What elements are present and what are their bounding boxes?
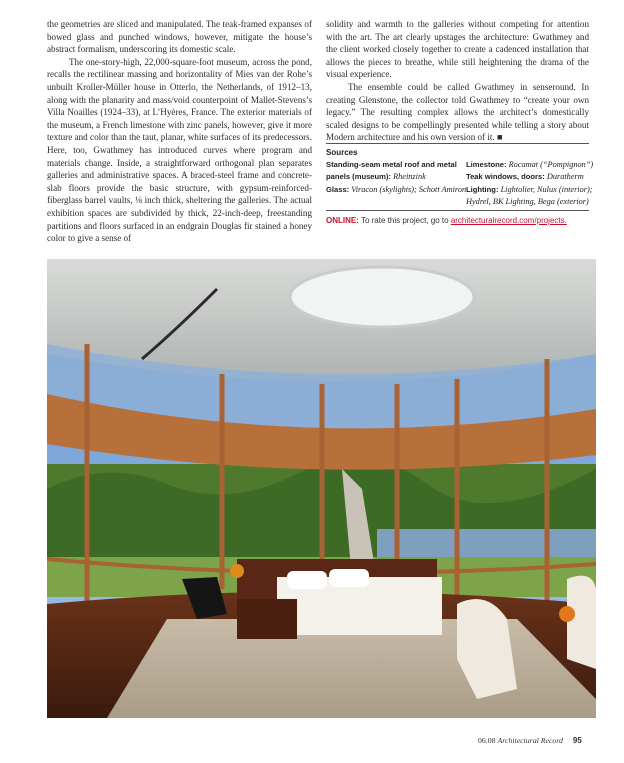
page-footer	[478, 736, 582, 745]
page-number: 95	[572, 736, 582, 745]
interior-photo	[47, 259, 596, 718]
sources-top-rule	[326, 143, 589, 144]
source-entry-teak	[466, 171, 596, 183]
paragraph: The one-story-high, 22,000-square-foot museum, across the pond, recalls the rectilinear massing and horizontality of Mies van der Rohe’s unbuilt Kroller-Müller house in Otterlo, the Netherlands, of 1912–13, along with the planarity and mass/void counterpoint of Mallet-Stevens’s Villa Noailles (1924–33), at L’Hyères, France. The exterior materials of the museum, a French limestone with zinc panels, however, give it more texture and color than the taut, planar, white surfaces of its predecessors. Here, too, Gwathmey has introduced curves where program and materials change. Inside, a straightforward orthogonal plan separates galleries and administrative spaces. A braced-steel frame and concrete-slab floors provide the basic structure, with gypsum-reinforced-fiberglass barrel vaults, ⅛ inch thick, sheltering the galleries. The actual exhibition spaces are subdivided by thick, 22-inch-deep, freestanding partitions and floors surfaced in an endgrain Douglas fir stained a honey color to give a sense of	[47, 56, 312, 244]
flower-vase	[559, 606, 575, 622]
source-entry-limestone	[466, 159, 596, 171]
source-label: Limestone:	[466, 160, 507, 169]
sources-list-left	[326, 159, 468, 196]
magazine-name: Architectural Record	[497, 736, 563, 745]
paragraph: solidity and warmth to the galleries without competing for attention with the art. The art clearly upstages the architecture: Gwathmey and the client worked closely together to create a cadenced installation that allows the pieces to breathe, while still heightening the drama of the visual experience.	[326, 19, 589, 80]
flower-vase	[230, 564, 244, 578]
source-entry-glass	[326, 184, 468, 196]
body-text-right-column	[326, 18, 589, 144]
source-entry-lighting	[466, 184, 596, 209]
paragraph: The ensemble could be called Gwathmey in senseround. In creating Glenstone, the collector told Gwathmey to “create your own legacy.” The resulting complex allows the architect’s domestically scaled designs to be compellingly presented while telling a story about Modern architecture and his own version of it. ■	[326, 81, 589, 143]
source-label: Teak windows, doors:	[466, 172, 545, 182]
oculus-skylight	[290, 267, 474, 327]
source-value: Rheinzink	[393, 172, 426, 182]
source-entry-roof	[326, 159, 468, 184]
source-label: Lighting:	[466, 184, 499, 194]
nightstand	[237, 599, 297, 639]
pond	[377, 529, 596, 557]
issue-date: 06.08	[478, 736, 496, 745]
online-label: ONLINE:	[326, 216, 359, 225]
source-value: Viracon (skylights); Schott Amiron	[351, 184, 467, 194]
armchair	[567, 576, 596, 669]
source-value: Lightolier, Nulux (interior); Hydrel, BK Lighting, Bega (exterior)	[466, 184, 593, 207]
source-label: Standing-seam metal roof and metal panels (museum):	[326, 160, 457, 182]
paragraph: the geometries are sliced and manipulated. The teak-framed expanses of bowed glass and punched windows, however, mitigate the house’s abstract formalism, underscoring its domestic scale.	[47, 19, 312, 55]
source-label: Glass:	[326, 184, 350, 194]
sources-bottom-rule	[326, 210, 589, 211]
body-text-left-column	[47, 18, 312, 245]
online-text: To rate this project, go to	[360, 216, 449, 225]
source-value: Rocamat (“Pompignon”)	[508, 160, 594, 169]
sources-list-right	[466, 159, 596, 209]
source-value: Duratherm	[546, 172, 584, 182]
project-link[interactable]: architecturalrecord.com/projects.	[450, 216, 567, 225]
sources-heading: Sources	[326, 148, 358, 157]
online-note	[326, 216, 567, 225]
